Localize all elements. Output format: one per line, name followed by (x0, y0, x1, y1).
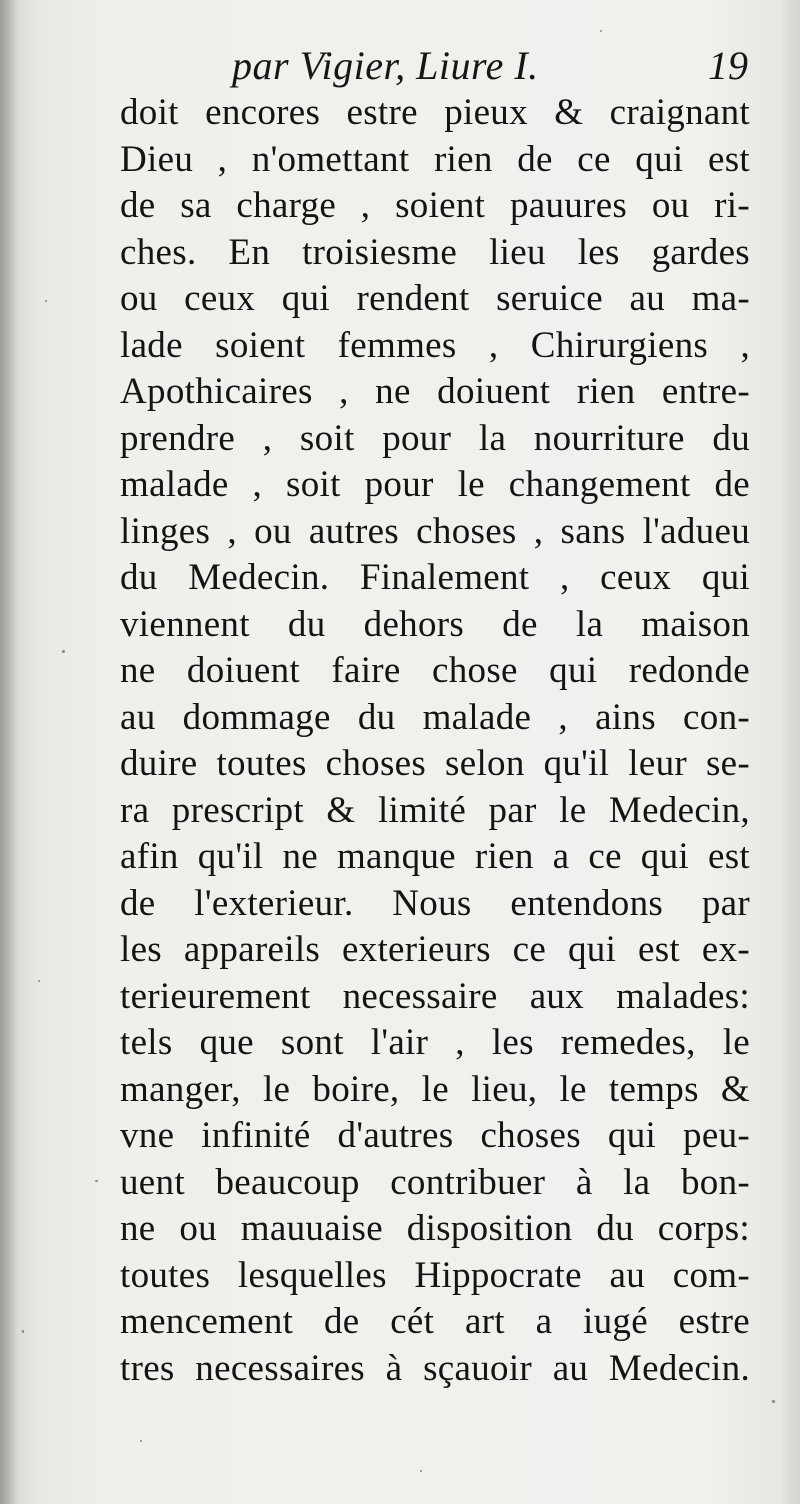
text-line: doit encores estre pieux & craignant (120, 92, 750, 133)
text-line: au dommage du malade , ains con- (120, 696, 750, 738)
text-line: malade , soit pour le changement de (120, 464, 750, 505)
paper-speck (420, 1470, 422, 1472)
text-line: ra prescript & limité par le Medecin, (120, 789, 750, 831)
text-line: terieurement necessaire aux malades: (120, 975, 750, 1017)
paper-speck (140, 1440, 142, 1442)
text-line: prendre , soit pour la nourriture du (120, 417, 750, 459)
paper-speck (38, 980, 40, 982)
text-line: du Medecin. Finalement , ceux qui (120, 557, 750, 598)
text-line: viennent du dehors de la maison (120, 603, 750, 645)
paper-speck (95, 1180, 98, 1182)
text-line: vne infinité d'autres choses qui peu- (120, 1115, 750, 1156)
page-number: 19 (708, 43, 748, 88)
body-text (120, 90, 750, 1392)
paper-speck (22, 1330, 24, 1333)
paper-speck (600, 30, 602, 32)
page-header (0, 38, 800, 98)
running-title: par Vigier, Liure I. (232, 43, 539, 88)
text-line: tres necessaires à sçauoir au Medecin. (120, 1347, 750, 1389)
text-line: Apothicaires , ne doiuent rien entre- (120, 371, 750, 412)
text-line: linges , ou autres choses , sans l'adueu (120, 510, 750, 552)
text-line: uent beaucoup contribuer à la bon- (120, 1161, 750, 1203)
text-line: toutes lesquelles Hippocrate au com- (120, 1254, 750, 1296)
text-line: duire toutes choses selon qu'il leur se- (120, 743, 750, 784)
text-line: afin qu'il ne manque rien a ce qui est (120, 836, 750, 877)
text-line: manger, le boire, le lieu, le temps & (120, 1068, 750, 1110)
paper-speck (62, 650, 65, 653)
text-line: de l'exterieur. Nous entendons par (120, 882, 750, 924)
text-line: de sa charge , soient pauures ou ri- (120, 185, 750, 226)
page-edge-shadow (0, 0, 18, 1504)
text-line: lade soient femmes , Chirurgiens , (120, 324, 750, 366)
text-line: ou ceux qui rendent seruice au ma- (120, 278, 750, 319)
text-line: ches. En troisiesme lieu les gardes (120, 231, 750, 273)
text-line: mencement de cét art a iugé estre (120, 1301, 750, 1342)
text-line: Dieu , n'omettant rien de ce qui est (120, 138, 750, 180)
text-line: ne doiuent faire chose qui redonde (120, 650, 750, 691)
paper-speck (772, 1400, 775, 1403)
text-line: tels que sont l'air , les remedes, le (120, 1022, 750, 1063)
text-line: les appareils exterieurs ce qui est ex- (120, 929, 750, 970)
paper-speck (45, 300, 47, 302)
text-line: ne ou mauuaise disposition du corps: (120, 1208, 750, 1249)
